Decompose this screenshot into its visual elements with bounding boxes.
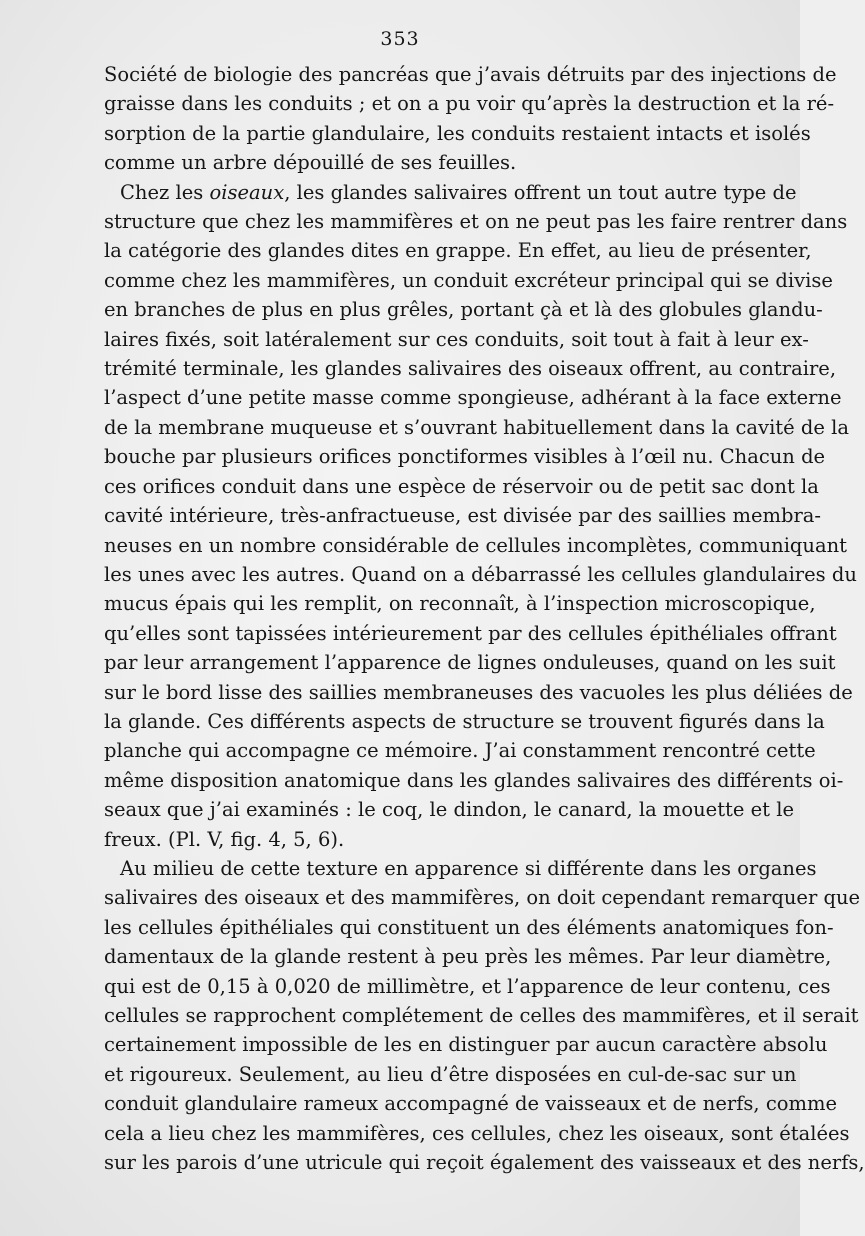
text-line: les unes avec les autres. Quand on a débarrassé les cellules glandulaires du — [104, 562, 857, 586]
text-line: conduit glandulaire rameux accompagné de vaisseaux et de nerfs, comme — [104, 1092, 838, 1116]
paragraph — [104, 178, 857, 854]
text-line: la catégorie des glandes dites en grappe. En effet, au lieu de présenter, — [104, 239, 812, 263]
text-line: freux. (Pl. V, fig. 4, 5, 6). — [104, 827, 345, 851]
text-line: sur les parois d’une utricule qui reçoit également des vaisseaux et des nerfs, — [104, 1151, 865, 1175]
text-line: par leur arrangement l’apparence de lignes onduleuses, quand on les suit — [104, 651, 836, 675]
text-line: Au milieu de cette texture en apparence si différente dans les organes — [120, 856, 817, 880]
text-line: sur le bord lisse des saillies membraneuses des vacuoles les plus déliées de — [104, 680, 853, 704]
text-line: comme chez les mammifères, un conduit excréteur principal qui se divise — [104, 268, 833, 292]
text-line: cavité intérieure, très-anfractueuse, est divisée par des saillies membra- — [104, 504, 822, 528]
text-line: en branches de plus en plus grêles, portant çà et là des globules glandu- — [104, 298, 823, 322]
text-line: seaux que j’ai examinés : le coq, le dindon, le canard, la mouette et le — [104, 798, 794, 822]
text-line: structure que chez les mammifères et on ne peut pas les faire rentrer dans — [104, 210, 848, 234]
text-line: même disposition anatomique dans les glandes salivaires des différents oi- — [104, 768, 844, 792]
text-line: sorption de la partie glandulaire, les conduits restaient intacts et isolés — [104, 121, 811, 145]
text-line: et rigoureux. Seulement, au lieu d’être disposées en cul-de-sac sur un — [104, 1062, 797, 1086]
text-line: Société de biologie des pancréas que j’avais détruits par des injections de — [104, 63, 837, 86]
text-line: graisse dans les conduits ; et on a pu voir qu’après la destruction et la ré- — [104, 92, 835, 116]
text-line: cela a lieu chez les mammifères, ces cellules, chez les oiseaux, sont étalées — [104, 1121, 850, 1145]
text-line: ces orifices conduit dans une espèce de réservoir ou de petit sac dont la — [104, 474, 819, 498]
text-line: mucus épais qui les remplit, on reconnaît, à l’inspection microscopique, — [104, 592, 816, 616]
text-line: salivaires des oiseaux et des mammifères, on doit cependant remarquer que — [104, 886, 861, 910]
text-line: la glande. Ces différents aspects de structure se trouvent figurés dans la — [104, 709, 825, 733]
text-line: certainement impossible de les en distinguer par aucun caractère absolu — [104, 1033, 828, 1057]
text-line: Chez les oiseaux, les glandes salivaires offrent un tout autre type de — [120, 180, 797, 204]
paragraph — [104, 60, 837, 178]
text-line: qui est de 0,15 à 0,020 de millimètre, et l’apparence de leur contenu, ces — [104, 974, 831, 998]
text-line: bouche par plusieurs orifices ponctiformes visibles à l’œil nu. Chacun de — [104, 445, 826, 469]
text-line: qu’elles sont tapissées intérieurement par des cellules épithéliales offrant — [104, 621, 837, 645]
text-line: neuses en un nombre considérable de cellules incomplètes, communiquant — [104, 533, 847, 557]
text-line: de la membrane muqueuse et s’ouvrant habituellement dans la cavité de la — [104, 415, 849, 439]
text-line: l’aspect d’une petite masse comme spongieuse, adhérant à la face externe — [104, 386, 842, 410]
text-line: cellules se rapprochent complétement de celles des mammifères, et il serait — [104, 1004, 859, 1027]
text-line: les cellules épithéliales qui constituent un des éléments anatomiques fon- — [104, 915, 834, 939]
text-line: comme un arbre dépouillé de ses feuilles. — [104, 151, 517, 175]
body-text — [104, 60, 865, 1177]
paragraph — [104, 854, 865, 1177]
page-number: 353 — [380, 28, 420, 50]
text-line: laires fixés, soit latéralement sur ces conduits, soit tout à fait à leur ex- — [104, 327, 809, 351]
text-line: damentaux de la glande restent à peu près les mêmes. Par leur diamètre, — [104, 945, 832, 969]
italic-term: oiseaux — [209, 180, 285, 204]
text-line: trémité terminale, les glandes salivaires des oiseaux offrent, au contraire, — [104, 357, 837, 381]
text-line: planche qui accompagne ce mémoire. J’ai constamment rencontré cette — [104, 739, 816, 763]
